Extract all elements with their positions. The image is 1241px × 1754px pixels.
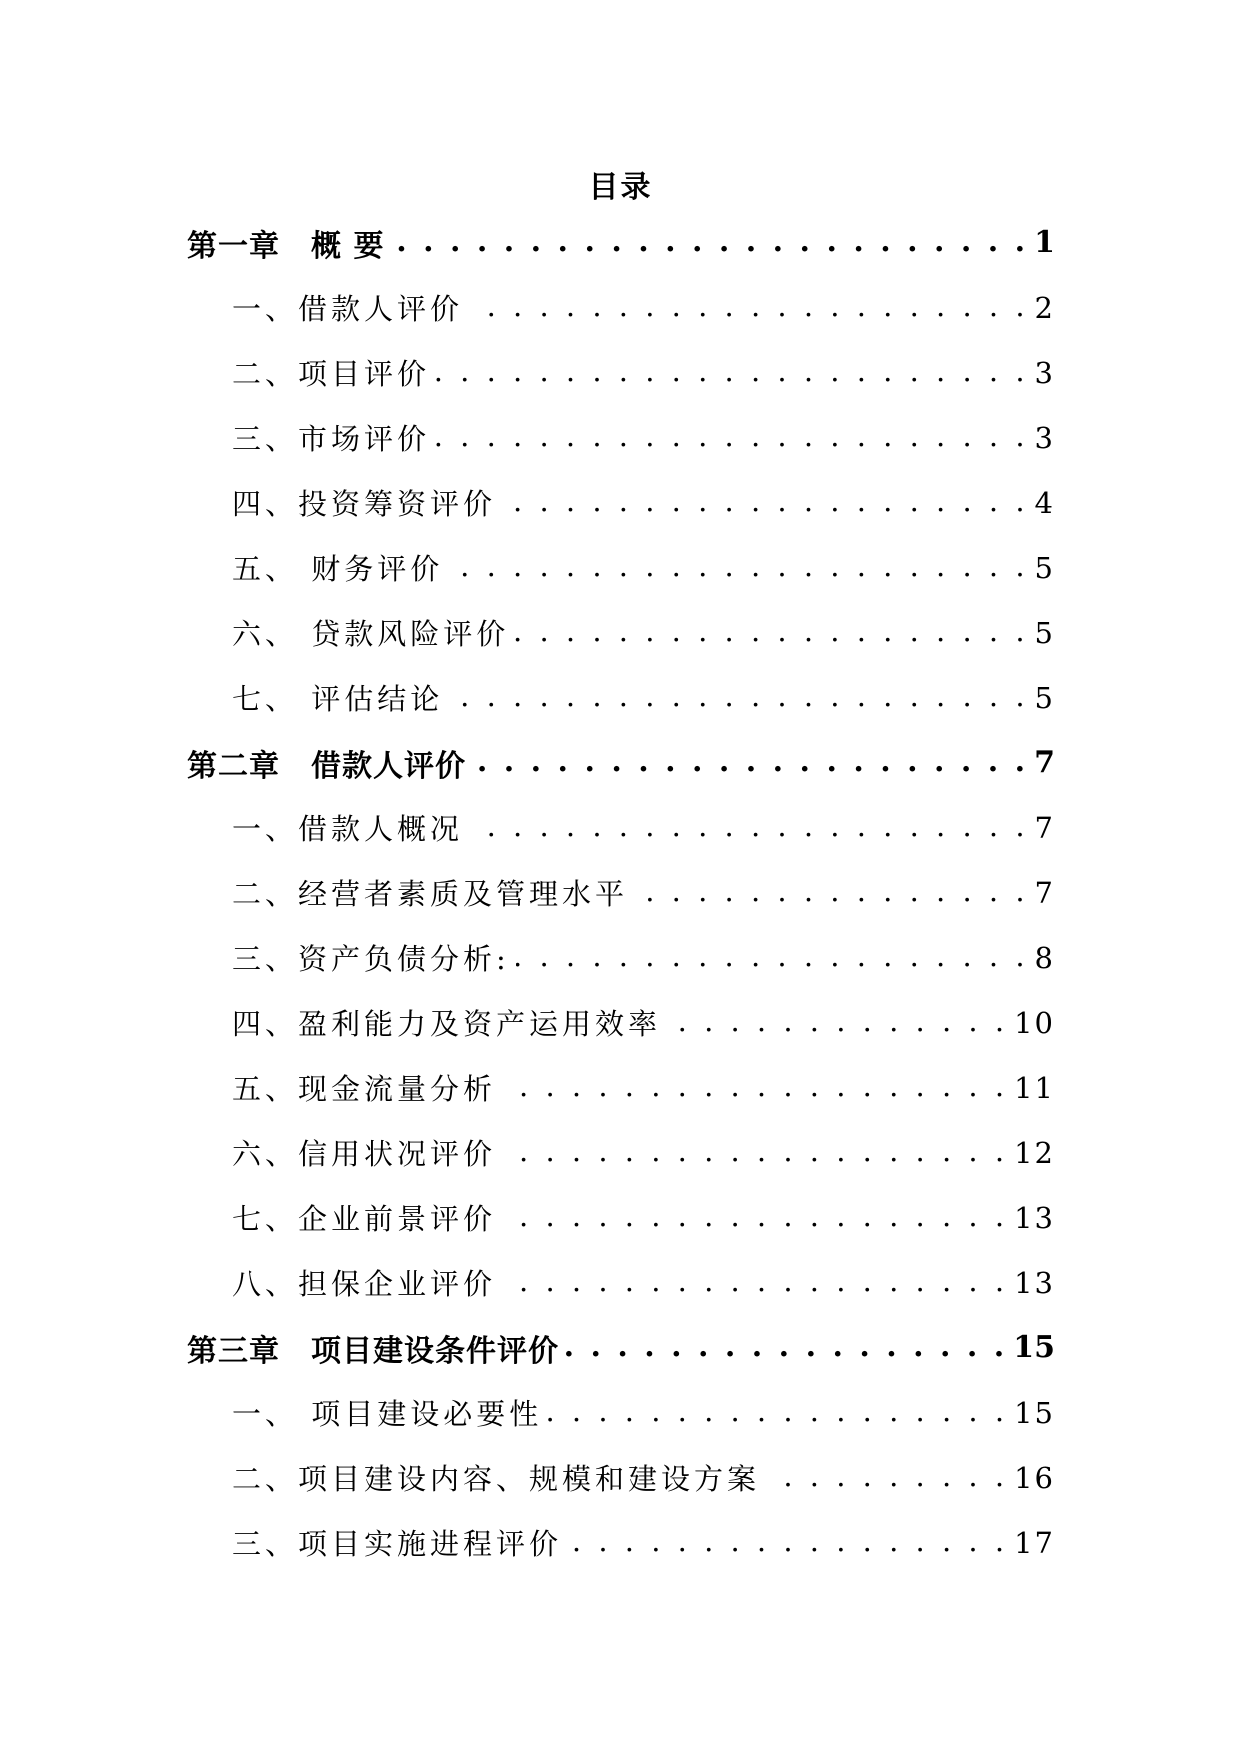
toc-entry-page: 15	[1013, 1330, 1055, 1365]
toc-entry-section[interactable]	[187, 925, 1055, 990]
toc-entry-label: 二、项目建设内容、规模和建设方案	[232, 1462, 761, 1496]
toc-entry-label: 五、 财务评价	[232, 552, 444, 586]
toc-entry-label: 三、资产负债分析:	[232, 942, 510, 976]
toc-entry-label: 二、项目评价	[232, 357, 431, 391]
dot-leader	[565, 1329, 1007, 1367]
toc-entry-section[interactable]	[187, 340, 1055, 405]
toc-entry-section[interactable]	[187, 860, 1055, 925]
toc-title: 目录	[588, 170, 653, 205]
toc-entry-page: 7	[1034, 745, 1055, 780]
toc-entry-page: 13	[1014, 1200, 1055, 1235]
toc-list	[187, 210, 1055, 1575]
toc-entry-page: 3	[1034, 355, 1055, 390]
toc-entry-label: 四、投资筹资评价	[232, 487, 497, 521]
toc-entry-label: 第一章 概 要	[187, 228, 385, 264]
toc-entry-label: 八、担保企业评价	[232, 1267, 497, 1301]
dot-leader	[469, 809, 1029, 847]
dot-leader	[449, 679, 1028, 717]
toc-entry-section[interactable]	[187, 1250, 1055, 1315]
dot-leader	[516, 939, 1029, 977]
toc-entry-page: 5	[1034, 680, 1055, 715]
toc-entry-page: 7	[1034, 875, 1055, 910]
toc-entry-page: 7	[1034, 810, 1055, 845]
toc-entry-section[interactable]	[187, 1185, 1055, 1250]
toc-entry-label: 一、 项目建设必要性	[232, 1397, 543, 1431]
toc-entry-page: 2	[1034, 290, 1055, 325]
toc-entry-chapter[interactable]	[187, 210, 1055, 275]
dot-leader	[515, 614, 1028, 652]
toc-entry-page: 3	[1034, 420, 1055, 455]
toc-entry-page: 4	[1034, 485, 1055, 520]
dot-leader	[502, 1069, 1008, 1107]
toc-entry-section[interactable]	[187, 665, 1055, 730]
toc-entry-page: 13	[1014, 1265, 1055, 1300]
toc-entry-page: 1	[1034, 225, 1055, 260]
toc-entry-section[interactable]	[187, 600, 1055, 665]
toc-entry-page: 5	[1034, 550, 1055, 585]
toc-entry-section[interactable]	[187, 470, 1055, 535]
toc-entry-page: 5	[1034, 615, 1055, 650]
dot-leader	[502, 1134, 1008, 1172]
dot-leader	[502, 484, 1029, 522]
toc-entry-page: 10	[1014, 1005, 1055, 1040]
toc-entry-label: 第二章 借款人评价	[187, 748, 466, 784]
toc-entry-chapter[interactable]	[187, 1315, 1055, 1380]
dot-leader	[390, 224, 1028, 262]
toc-entry-label: 第三章 项目建设条件评价	[187, 1333, 559, 1369]
toc-entry-label: 六、 贷款风险评价	[232, 617, 510, 651]
dot-leader	[469, 289, 1029, 327]
toc-entry-label: 三、项目实施进程评价	[232, 1527, 563, 1561]
toc-entry-chapter[interactable]	[187, 730, 1055, 795]
toc-entry-section[interactable]	[187, 535, 1055, 600]
toc-entry-section[interactable]	[187, 1120, 1055, 1185]
toc-entry-label: 六、信用状况评价	[232, 1137, 497, 1171]
dot-leader	[766, 1459, 1008, 1497]
toc-entry-label: 五、现金流量分析	[232, 1072, 497, 1106]
toc-entry-page: 11	[1014, 1070, 1055, 1105]
toc-entry-label: 一、借款人概况	[232, 812, 464, 846]
toc-entry-label: 七、企业前景评价	[232, 1202, 497, 1236]
dot-leader	[472, 744, 1028, 782]
toc-entry-section[interactable]	[187, 795, 1055, 860]
toc-entry-label: 四、盈利能力及资产运用效率	[232, 1007, 662, 1041]
toc-entry-section[interactable]	[187, 1055, 1055, 1120]
toc-entry-section[interactable]	[187, 1510, 1055, 1575]
dot-leader	[502, 1264, 1008, 1302]
toc-entry-label: 三、市场评价	[232, 422, 431, 456]
toc-entry-page: 12	[1014, 1135, 1055, 1170]
toc-entry-section[interactable]	[187, 990, 1055, 1055]
toc-entry-page: 16	[1014, 1460, 1055, 1495]
toc-entry-section[interactable]	[187, 405, 1055, 470]
dot-leader	[449, 549, 1028, 587]
dot-leader	[436, 354, 1029, 392]
toc-entry-section[interactable]	[187, 1445, 1055, 1510]
dot-leader	[568, 1524, 1008, 1562]
dot-leader	[548, 1394, 1008, 1432]
toc-entry-label: 七、 评估结论	[232, 682, 444, 716]
toc-entry-label: 一、借款人评价	[232, 292, 464, 326]
dot-leader	[436, 419, 1029, 457]
dot-leader	[667, 1004, 1008, 1042]
toc-entry-section[interactable]	[187, 275, 1055, 340]
toc-entry-label: 二、经营者素质及管理水平	[232, 877, 629, 911]
dot-leader	[634, 874, 1029, 912]
toc-entry-section[interactable]	[187, 1380, 1055, 1445]
dot-leader	[502, 1199, 1008, 1237]
toc-entry-page: 17	[1014, 1525, 1055, 1560]
toc-entry-page: 15	[1014, 1395, 1055, 1430]
toc-entry-page: 8	[1034, 940, 1055, 975]
